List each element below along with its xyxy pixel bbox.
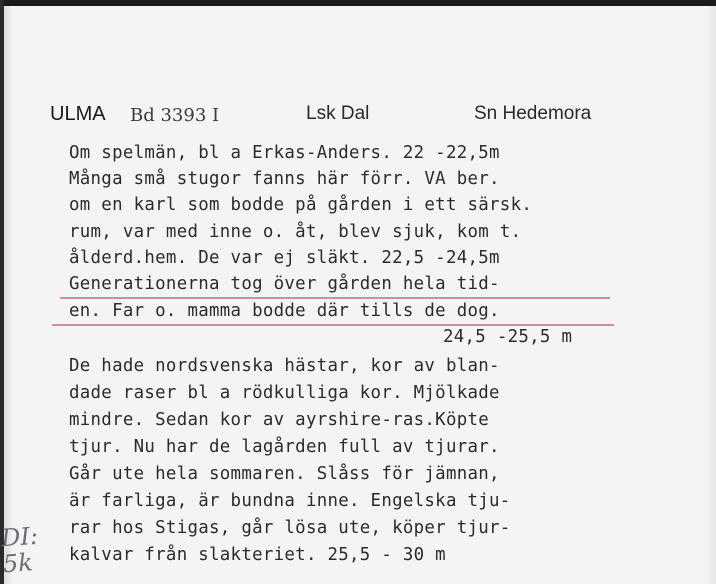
text-line-15: rar hos Stigas, går lösa ute, köper tjur- bbox=[69, 518, 511, 538]
card-right-edge bbox=[706, 6, 716, 584]
archive-card bbox=[12, 6, 706, 584]
text-line-12: tjur. Nu har de lagården full av tjurar. bbox=[69, 437, 500, 457]
text-line-14: är farliga, är bundna inne. Engelska tju- bbox=[69, 491, 511, 511]
annotation-line-2: 5k bbox=[1, 548, 34, 579]
text-line-1: Om spelmän, bl a Erkas-Anders. 22 -22,5m bbox=[69, 143, 500, 163]
text-line-8: 24,5 -25,5 m bbox=[443, 327, 573, 347]
card-left-edge bbox=[4, 6, 12, 584]
text-line-5: ålderd.hem. De var ej släkt. 22,5 -24,5m bbox=[69, 248, 500, 268]
text-line-6: Generationerna tog över gården hela tid- bbox=[69, 274, 500, 294]
text-line-3: om en karl som bodde på gården i ett särsk. bbox=[69, 195, 533, 215]
card-socken: Sn Hedemora bbox=[474, 103, 592, 124]
text-line-11: mindre. Sedan kor av ayrshire-ras.Köpte bbox=[69, 410, 490, 430]
text-line-7: en. Far o. mamma bodde där tills de dog. bbox=[69, 301, 500, 321]
text-line-9: De hade nordsvenska hästar, kor av blan- bbox=[69, 356, 500, 376]
card-reference: Bd 3393 I bbox=[130, 105, 220, 126]
handwritten-annotation bbox=[0, 523, 40, 577]
card-landskap: Lsk Dal bbox=[306, 103, 370, 124]
text-line-10: dade raser bl a rödkulliga kor. Mjölkade bbox=[69, 383, 500, 403]
text-line-2: Många små stugor fanns här förr. VA ber. bbox=[69, 169, 500, 189]
text-line-16: kalvar från slakteriet. 25,5 - 30 m bbox=[69, 545, 446, 565]
card-title: ULMA bbox=[50, 103, 106, 125]
text-line-13: Går ute hela sommaren. Slåss för jämnan, bbox=[69, 464, 500, 484]
text-line-4: rum, var med inne o. åt, blev sjuk, kom t. bbox=[69, 222, 522, 242]
highlight-underline-2 bbox=[52, 324, 614, 326]
annotation-line-1: DI: bbox=[0, 521, 39, 553]
highlight-underline-1 bbox=[60, 297, 610, 299]
